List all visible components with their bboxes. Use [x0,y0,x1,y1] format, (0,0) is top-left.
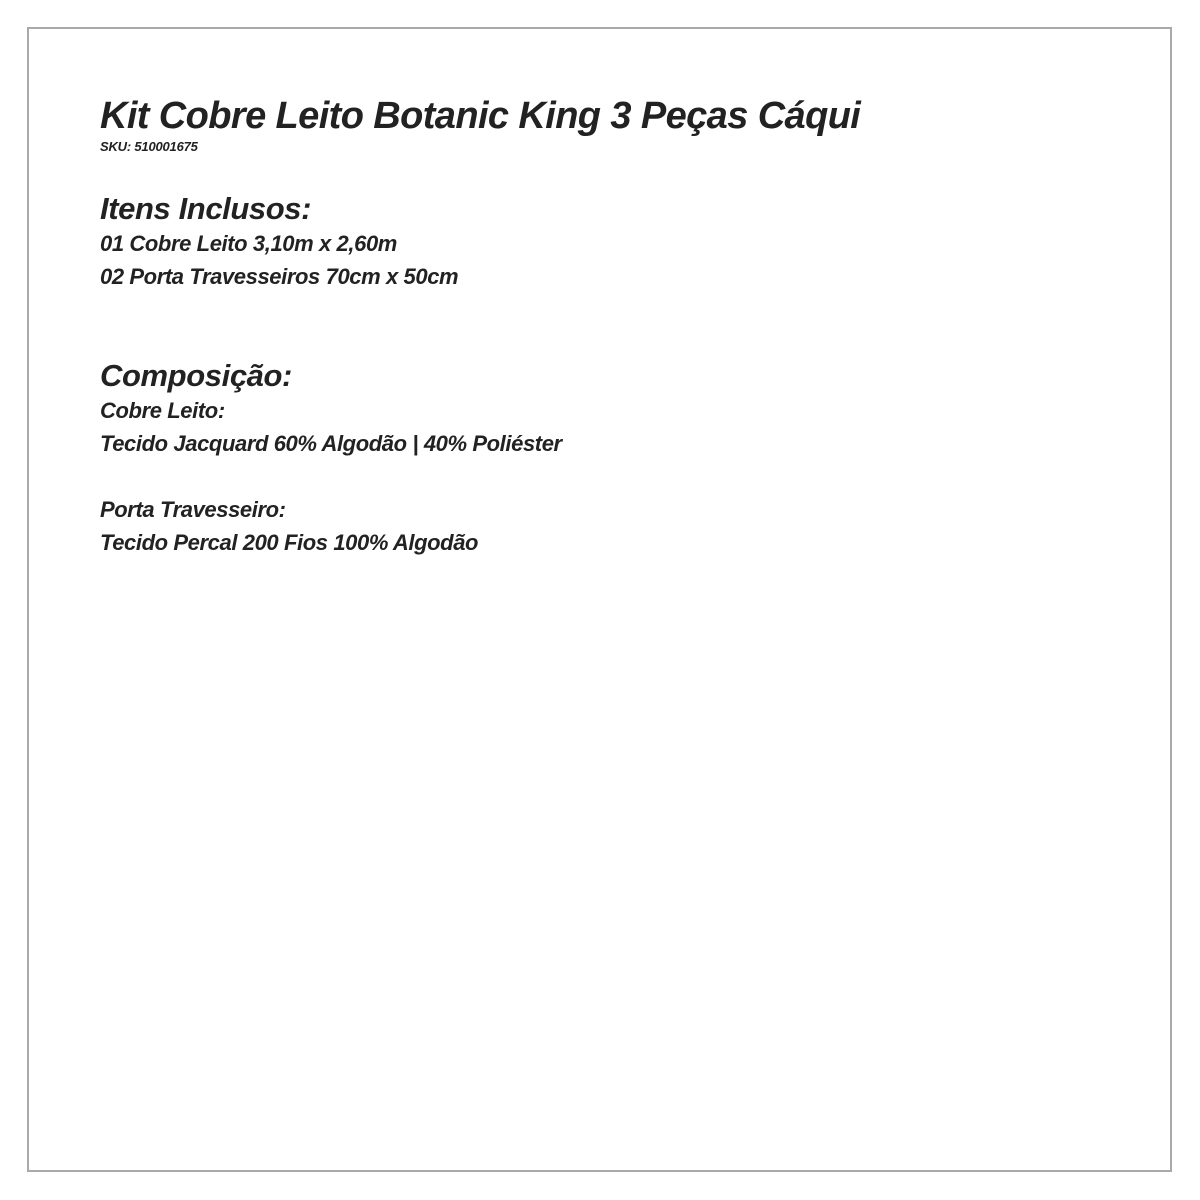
included-items-heading: Itens Inclusos: [100,191,312,226]
composition-value-cobre-leito: Tecido Jacquard 60% Algodão | 40% Poliéster [100,431,562,456]
composition-label-cobre-leito: Cobre Leito: [100,398,225,423]
product-sku: SKU: 510001675 [100,139,198,154]
included-items-section [100,191,1100,293]
included-item: 01 Cobre Leito 3,10m x 2,60m [100,231,397,256]
product-title: Kit Cobre Leito Botanic King 3 Peças Cáqui [100,95,861,137]
composition-spacer [100,460,1100,493]
composition-label-porta-travesseiro: Porta Travesseiro: [100,497,286,522]
included-item: 02 Porta Travesseiros 70cm x 50cm [100,264,459,289]
composition-section [100,358,1100,559]
product-description [100,93,1100,559]
composition-value-porta-travesseiro: Tecido Percal 200 Fios 100% Algodão [100,530,479,555]
composition-heading: Composição: [100,358,292,393]
